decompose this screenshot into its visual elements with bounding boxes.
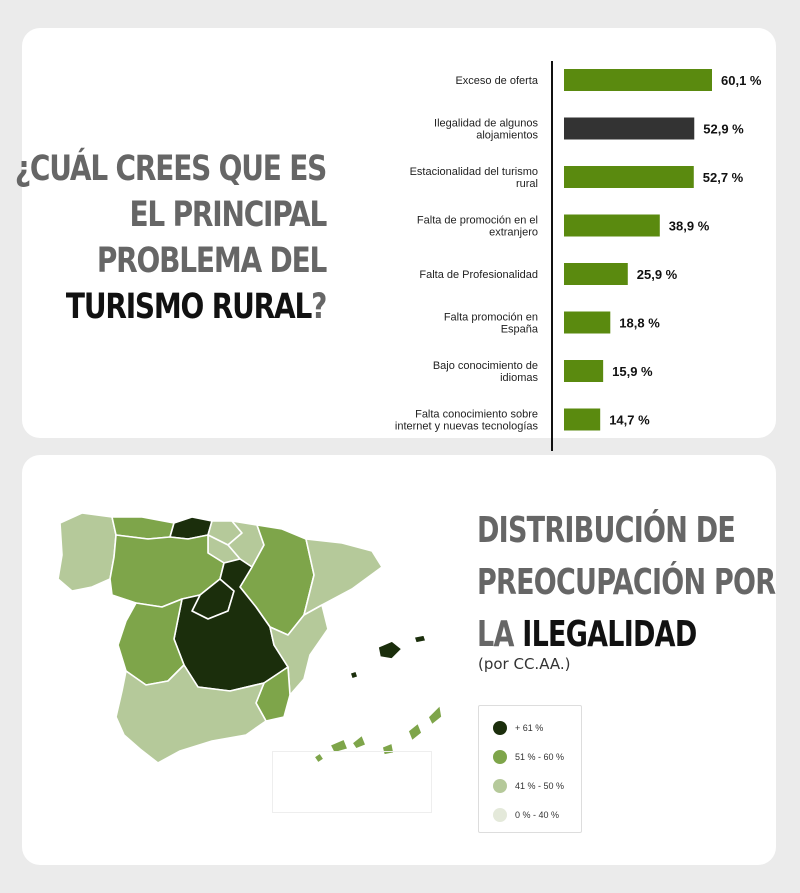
map-title-prefix: LA bbox=[477, 614, 514, 655]
legend-label: 41 % - 50 % bbox=[515, 781, 565, 791]
category-label-1-1: alojamientos bbox=[476, 129, 538, 142]
legend-item-high bbox=[493, 720, 543, 736]
category-label-7-0: Falta conocimiento sobre bbox=[415, 408, 538, 421]
category-label-7-1: internet y nuevas tecnologías bbox=[394, 420, 538, 433]
question-highlight: TURISMO RURAL bbox=[65, 287, 311, 327]
legend-item-mid-high bbox=[493, 749, 564, 765]
question-mark: ? bbox=[310, 287, 326, 327]
bar-2 bbox=[564, 166, 694, 188]
bar-1 bbox=[564, 118, 694, 140]
bar-value-label-0: 60,1 % bbox=[721, 73, 762, 88]
region-baleares bbox=[378, 641, 402, 659]
question-line-3: PROBLEMA DEL bbox=[96, 241, 327, 281]
spain-map bbox=[52, 495, 412, 785]
bar-4 bbox=[564, 263, 628, 285]
bar-0 bbox=[564, 69, 712, 91]
question-line-4 bbox=[15, 284, 326, 330]
region-canarias-3 bbox=[352, 735, 366, 749]
bar-value-label-4: 25,9 % bbox=[636, 267, 678, 282]
region-cataluna bbox=[304, 539, 382, 615]
category-label-0-0: Exceso de oferta bbox=[455, 75, 538, 87]
map-title-line-2: PREOCUPACIÓN POR bbox=[477, 562, 776, 603]
bar-value-label-2: 52,7 % bbox=[702, 170, 744, 185]
map-title bbox=[477, 505, 775, 661]
legend-dot-icon bbox=[493, 808, 507, 822]
bar-7 bbox=[564, 409, 600, 431]
category-label-4-0: Falta de Profesionalidad bbox=[419, 269, 538, 281]
legend-item-low bbox=[493, 807, 559, 823]
map-title-line-1: DISTRIBUCIÓN DE bbox=[477, 510, 736, 551]
region-galicia bbox=[58, 513, 116, 591]
category-label-5-1: España bbox=[500, 323, 538, 336]
region-canarias-6 bbox=[428, 705, 442, 725]
category-label-3-0: Falta de promoción en el bbox=[416, 214, 538, 227]
region-canarias-5 bbox=[408, 723, 422, 741]
legend-dot-icon bbox=[493, 779, 507, 793]
bar-5 bbox=[564, 312, 610, 334]
category-label-2-1: rural bbox=[515, 178, 538, 190]
question-title bbox=[15, 146, 326, 330]
question-line-1: ¿CUÁL CREES QUE ES bbox=[14, 149, 326, 189]
bar-value-label-5: 18,8 % bbox=[619, 315, 660, 331]
bar-value-label-3: 38,9 % bbox=[668, 218, 710, 234]
category-label-6-1: idiomas bbox=[500, 372, 538, 384]
category-label-1-0: Ilegalidad de algunos bbox=[434, 117, 538, 130]
category-label-6-0: Bajo conocimiento de bbox=[432, 360, 538, 372]
legend-dot-icon bbox=[493, 750, 507, 764]
bar-6 bbox=[564, 360, 603, 382]
region-ibiza bbox=[350, 671, 358, 679]
legend-label: 51 % - 60 % bbox=[515, 752, 565, 762]
category-label-2-0: Estacionalidad del turismo bbox=[409, 166, 538, 178]
map-title-highlight: ILEGALIDAD bbox=[522, 614, 697, 655]
bar-value-label-7: 14,7 % bbox=[609, 412, 650, 428]
category-label-3-1: extranjero bbox=[489, 226, 538, 239]
question-line-2: EL PRINCIPAL bbox=[129, 195, 326, 235]
canarias-inset-box bbox=[272, 751, 432, 813]
category-label-5-0: Falta promoción en bbox=[443, 311, 538, 324]
bar-chart bbox=[372, 63, 772, 433]
bar-value-label-1: 52,9 % bbox=[703, 121, 744, 137]
legend-dot-icon bbox=[493, 721, 507, 735]
survey-panel bbox=[14, 28, 776, 438]
legend-label: 0 % - 40 % bbox=[515, 810, 560, 820]
region-menorca bbox=[414, 635, 426, 643]
map-panel bbox=[22, 455, 776, 865]
map-title-line-3 bbox=[477, 609, 775, 661]
map-legend bbox=[478, 705, 582, 833]
bar-3 bbox=[564, 215, 660, 237]
legend-label: + 61 % bbox=[515, 723, 544, 733]
legend-item-mid bbox=[493, 778, 564, 794]
bar-value-label-6: 15,9 % bbox=[612, 364, 653, 379]
map-subtitle: (por CC.AA.) bbox=[478, 655, 571, 673]
